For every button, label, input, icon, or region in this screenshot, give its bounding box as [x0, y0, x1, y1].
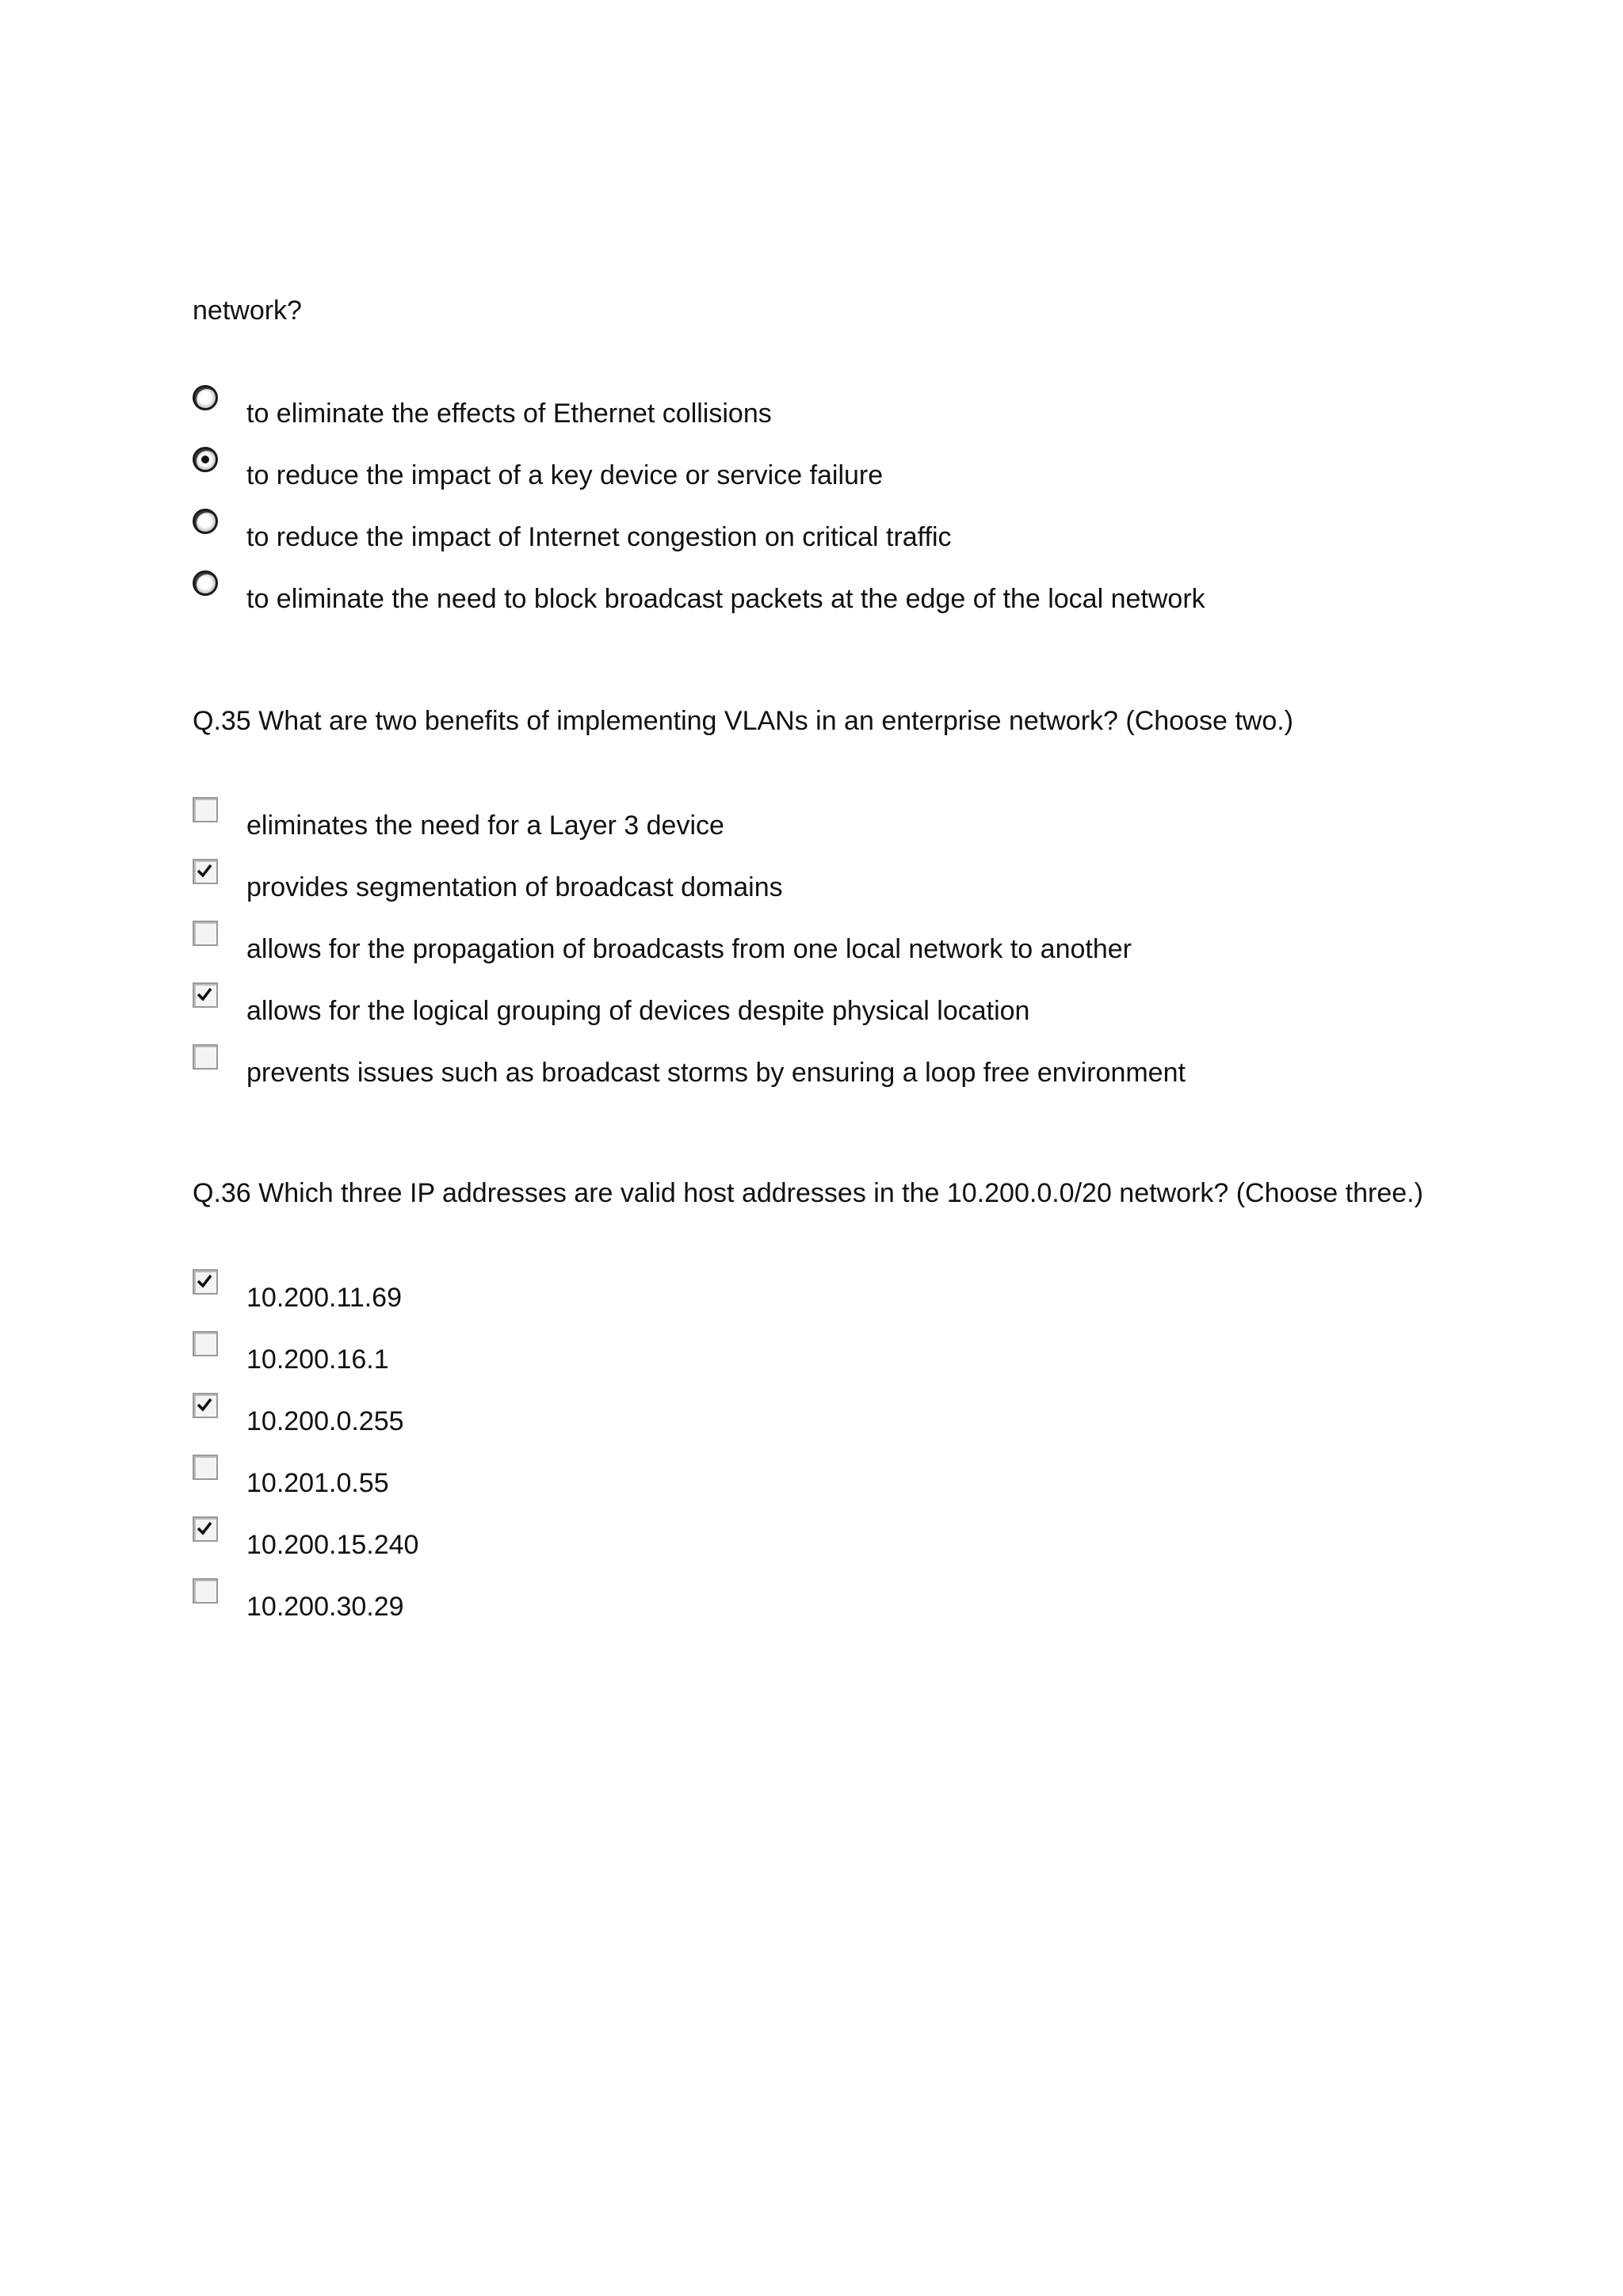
checkbox[interactable] [193, 1269, 218, 1295]
q36-option-2[interactable] [193, 1331, 1540, 1379]
option-label: 10.200.16.1 [246, 1344, 389, 1375]
checkbox[interactable] [193, 1393, 218, 1418]
q35-option-3[interactable] [193, 921, 1540, 968]
q36-option-5[interactable] [193, 1516, 1540, 1564]
checkbox[interactable] [193, 797, 218, 822]
radio-button[interactable] [193, 570, 218, 596]
checkbox[interactable] [193, 1455, 218, 1480]
q35-option-4[interactable] [193, 982, 1540, 1030]
option-label: to eliminate the effects of Ethernet collisions [246, 399, 772, 429]
checkbox[interactable] [193, 1331, 218, 1356]
radio-button[interactable] [193, 509, 218, 534]
q35-option-1[interactable] [193, 797, 1540, 845]
option-label: to reduce the impact of Internet congestion on critical traffic [246, 522, 952, 552]
option-label: to reduce the impact of a key device or service failure [246, 460, 884, 490]
option-label: 10.200.11.69 [246, 1283, 402, 1313]
q36-question: Q.36 Which three IP addresses are valid host addresses in the 10.200.0.0/20 network? (Choose three.) [193, 1178, 1423, 1208]
q34-option-1[interactable] [193, 385, 1540, 433]
q34-option-4[interactable] [193, 570, 1540, 618]
option-label: to eliminate the need to block broadcast packets at the edge of the local network [246, 584, 1205, 614]
q34-option-3[interactable] [193, 509, 1540, 556]
q36-option-1[interactable] [193, 1269, 1540, 1317]
q36-option-6[interactable] [193, 1578, 1540, 1626]
option-label: allows for the propagation of broadcasts from one local network to another [246, 934, 1132, 964]
checkbox[interactable] [193, 859, 218, 884]
radio-button[interactable] [193, 447, 218, 472]
option-label: eliminates the need for a Layer 3 device [246, 810, 724, 841]
q35-option-2[interactable] [193, 859, 1540, 906]
radio-button[interactable] [193, 385, 218, 410]
q36-option-3[interactable] [193, 1393, 1540, 1440]
checkbox[interactable] [193, 1578, 218, 1604]
q35-question: Q.35 What are two benefits of implementing VLANs in an enterprise network? (Choose two.) [193, 706, 1294, 736]
checkbox[interactable] [193, 982, 218, 1008]
option-label: 10.201.0.55 [246, 1468, 389, 1498]
option-label: 10.200.0.255 [246, 1406, 404, 1436]
option-label: provides segmentation of broadcast domains [246, 872, 783, 902]
q35-option-5[interactable] [193, 1044, 1540, 1092]
option-label: 10.200.30.29 [246, 1592, 404, 1622]
question-fragment: network? [193, 296, 302, 326]
option-label: prevents issues such as broadcast storms by ensuring a loop free environment [246, 1058, 1186, 1088]
checkbox[interactable] [193, 1044, 218, 1070]
q34-option-2[interactable] [193, 447, 1540, 494]
option-label: 10.200.15.240 [246, 1530, 419, 1560]
option-label: allows for the logical grouping of devices despite physical location [246, 996, 1030, 1026]
q36-option-4[interactable] [193, 1455, 1540, 1502]
checkbox[interactable] [193, 921, 218, 946]
checkbox[interactable] [193, 1516, 218, 1542]
